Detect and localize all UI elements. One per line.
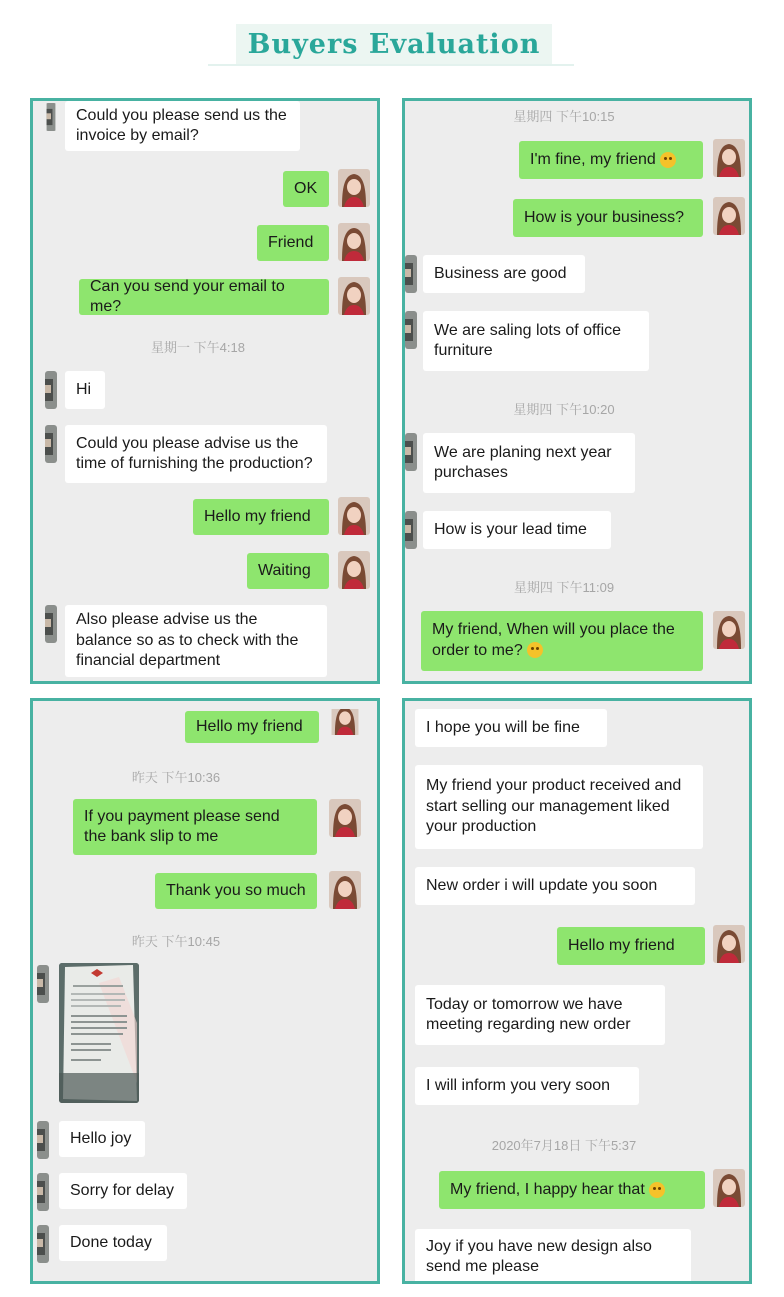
message-text: My friend, I happy hear that [450,1180,645,1198]
message-incoming: Hi [65,371,105,409]
message-incoming: Sorry for delay [59,1173,187,1209]
contact-avatar [37,1225,49,1263]
message-incoming: Also please advise us the balance so as to check with the financial department [65,605,327,677]
message-outgoing [421,611,703,671]
user-avatar [329,709,361,741]
timestamp: 星期四 下午10:15 [513,109,615,124]
message-outgoing: Hello my friend [185,711,319,743]
smiley-emoji-icon [649,1182,665,1198]
contact-avatar [45,605,57,643]
user-avatar [329,799,361,837]
timestamp: 昨天 下午10:45 [131,934,221,949]
message-incoming: I hope you will be fine [415,709,607,747]
message-incoming: We are saling lots of office furniture [423,311,649,371]
chat-screenshot-1 [30,98,380,684]
contact-avatar [405,311,417,349]
user-avatar [338,277,370,315]
message-incoming: Could you please send us the invoice by email? [65,101,300,151]
contact-avatar [37,1173,49,1211]
message-incoming: I will inform you very soon [415,1067,639,1105]
contact-avatar [45,103,57,131]
contact-avatar [405,433,417,471]
message-incoming: Joy if you have new design also send me please [415,1229,691,1284]
chat-screenshot-2 [402,98,752,684]
message-incoming: How is your lead time [423,511,611,549]
message-incoming: Hello joy [59,1121,145,1157]
message-incoming: Business are good [423,255,585,293]
bank-slip-photo [59,963,139,1103]
message-outgoing: Friend [257,225,329,261]
timestamp: 星期一 下午4:18 [151,340,245,355]
message-incoming: Today or tomorrow we have meeting regarding new order [415,985,665,1045]
message-incoming: My friend your product received and start selling our management liked your production [415,765,703,849]
contact-avatar [45,371,57,409]
user-avatar [713,611,745,649]
user-avatar [338,169,370,207]
timestamp: 昨天 下午10:36 [131,770,221,785]
chat-screenshot-4 [402,698,752,1284]
title-underline [208,64,574,66]
contact-avatar [37,1121,49,1159]
message-incoming: New order i will update you soon [415,867,695,905]
message-outgoing [519,141,703,179]
timestamp: 星期四 下午11:09 [513,580,615,595]
user-avatar [329,871,361,909]
message-outgoing: Thank you so much [155,873,317,909]
message-outgoing: Hello my friend [557,927,705,965]
contact-avatar [405,255,417,293]
user-avatar [713,925,745,963]
contact-avatar [45,425,57,463]
message-text: My friend, When will you place the order to me? [432,621,675,659]
message-text: I'm fine, my friend [530,150,656,168]
timestamp: 星期四 下午10:20 [513,402,615,417]
smiley-emoji-icon [660,152,676,168]
message-outgoing: If you payment please send the bank slip to me [73,799,317,855]
smiley-emoji-icon [527,642,543,658]
user-avatar [338,223,370,261]
contact-avatar [405,511,417,549]
user-avatar [713,1169,745,1207]
contact-avatar [37,965,49,1003]
timestamp: 2020年7月18日 下午5:37 [491,1138,637,1153]
user-avatar [338,551,370,589]
message-outgoing: Can you send your email to me? [79,279,329,315]
chat-screenshot-3 [30,698,380,1284]
title-banner [236,24,552,66]
message-outgoing: How is your business? [513,199,703,237]
message-outgoing: Hello my friend [193,499,329,535]
page-title: Buyers Evaluation [247,29,541,60]
user-avatar [713,139,745,177]
message-outgoing: OK [283,171,329,207]
message-outgoing: Waiting [247,553,329,589]
message-incoming: We are planing next year purchases [423,433,635,493]
message-incoming: Done today [59,1225,167,1261]
message-incoming: Could you please advise us the time of furnishing the production? [65,425,327,483]
user-avatar [713,197,745,235]
user-avatar [338,497,370,535]
message-outgoing [439,1171,705,1209]
bank-slip-image[interactable] [59,963,139,1103]
